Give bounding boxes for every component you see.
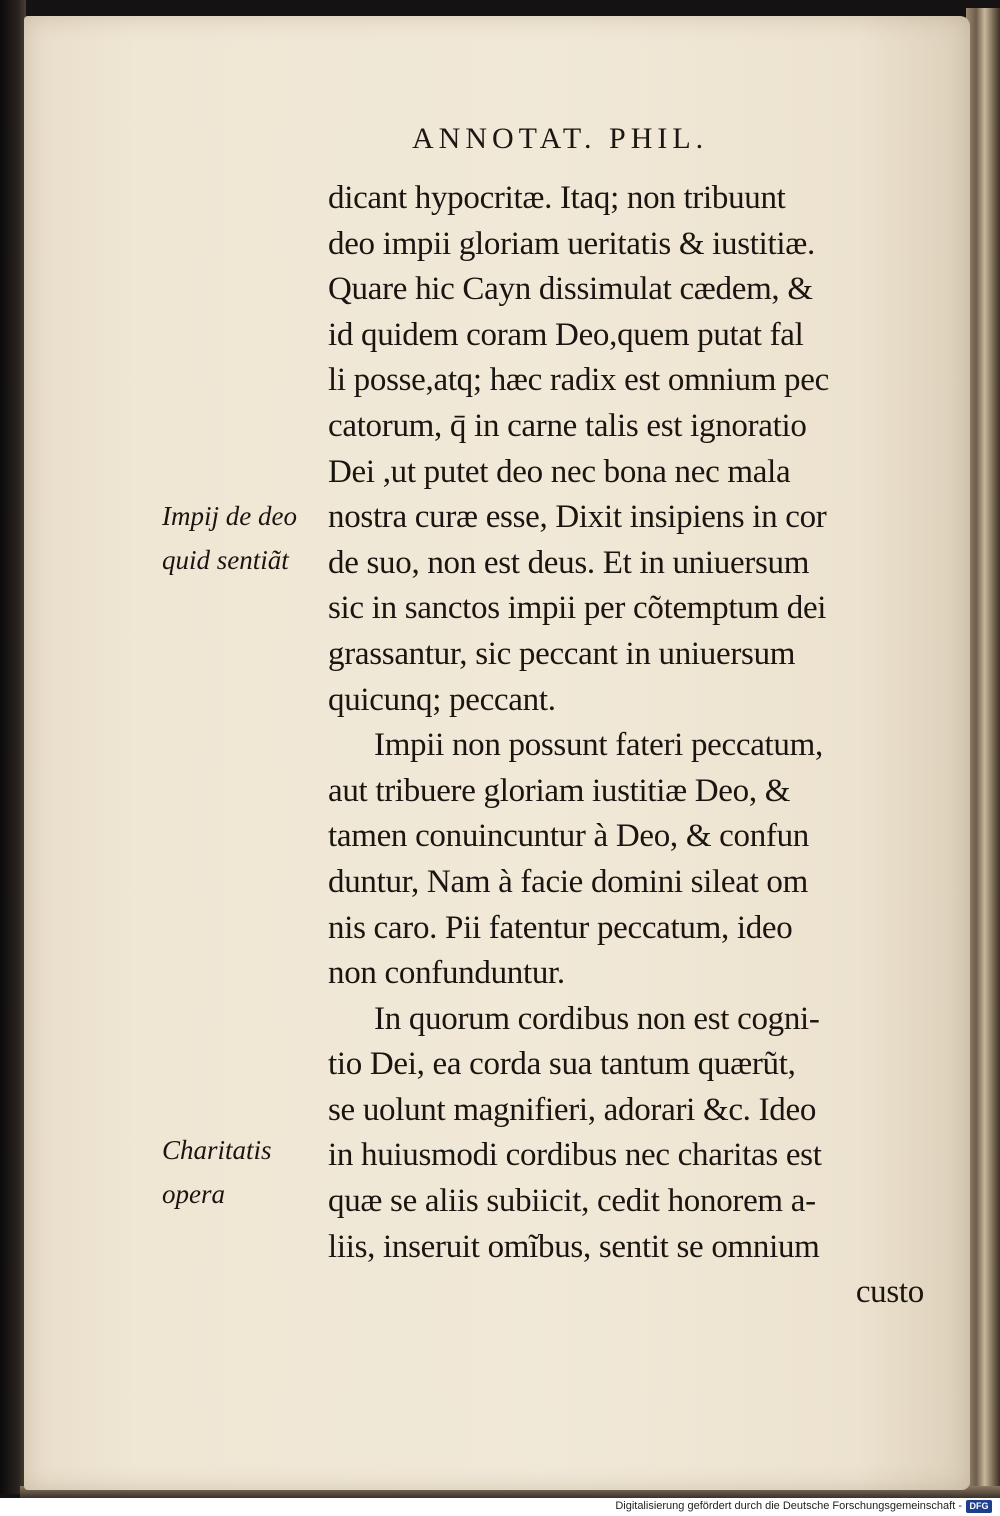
scan-background-left	[0, 0, 26, 1494]
footer-bar	[0, 1498, 1000, 1516]
text-line: in huiusmodi cordibus nec charitas est	[328, 1137, 822, 1174]
marginal-note-charitatis	[162, 1128, 322, 1216]
dfg-logo-icon: DFG	[966, 1500, 992, 1513]
text-line: quæ se aliis subiicit, cedit honorem a-	[328, 1183, 816, 1220]
text-line: liis, inseruit omĩbus, sentit se omnium	[328, 1228, 820, 1265]
text-line: se uolunt magnifieri, adorari &c. Ideo	[328, 1091, 817, 1128]
text-line: deo impii gloriam ueritatis & iustitiæ.	[328, 225, 815, 262]
text-line: grassantur, sic peccant in uniuersum	[328, 635, 796, 672]
text-line: tamen conuincuntur à Deo, & confun	[328, 818, 809, 855]
text-line: non confunduntur.	[328, 955, 565, 992]
text-line: sic in sanctos impii per cõtemptum dei	[328, 590, 827, 627]
marginal-note-line: Impij de deo	[162, 501, 297, 531]
book-fore-edge	[966, 8, 1000, 1498]
funding-credit: Digitalisierung gefördert durch die Deutsche Forschungsgemeinschaft -	[615, 1500, 962, 1512]
marginal-note-line: quid sentiãt	[162, 545, 289, 575]
marginal-note-line: opera	[162, 1179, 225, 1209]
text-line: nis caro. Pii fatentur peccatum, ideo	[328, 909, 793, 946]
catchword: custo	[855, 1274, 924, 1311]
text-line: li posse,atq; hæc radix est omnium pec	[328, 362, 829, 399]
text-line: de suo, non est deus. Et in uniuersum	[328, 544, 810, 581]
text-line: quicunq; peccant.	[328, 681, 556, 718]
main-text-block	[328, 176, 928, 1316]
text-line: dicant hypocritæ. Itaq; non tribuunt	[328, 180, 786, 216]
marginal-note-impii	[162, 494, 322, 582]
paragraph-start-line: Impii non possunt fateri peccatum,	[374, 727, 823, 764]
text-line: Dei ,ut putet deo nec bona nec mala	[328, 453, 791, 490]
text-line: tio Dei, ea corda sua tantum quærũt,	[328, 1046, 796, 1083]
text-line: id quidem coram Deo,quem putat fal	[328, 316, 804, 353]
text-line: duntur, Nam à facie domini sileat om	[328, 863, 808, 900]
text-line: aut tribuere gloriam iustitiæ Deo, &	[328, 772, 791, 809]
text-line: nostra curæ esse, Dixit insipiens in cor	[328, 499, 827, 536]
paragraph-start-line: In quorum cordibus non est cogni-	[374, 1000, 820, 1037]
marginal-note-line: Charitatis	[162, 1135, 272, 1165]
text-line: catorum, q̄ in carne talis est ignoratio	[328, 407, 807, 444]
running-head: ANNOTAT. PHIL.	[412, 122, 709, 155]
text-line: Quare hic Cayn dissimulat cædem, &	[328, 271, 813, 308]
